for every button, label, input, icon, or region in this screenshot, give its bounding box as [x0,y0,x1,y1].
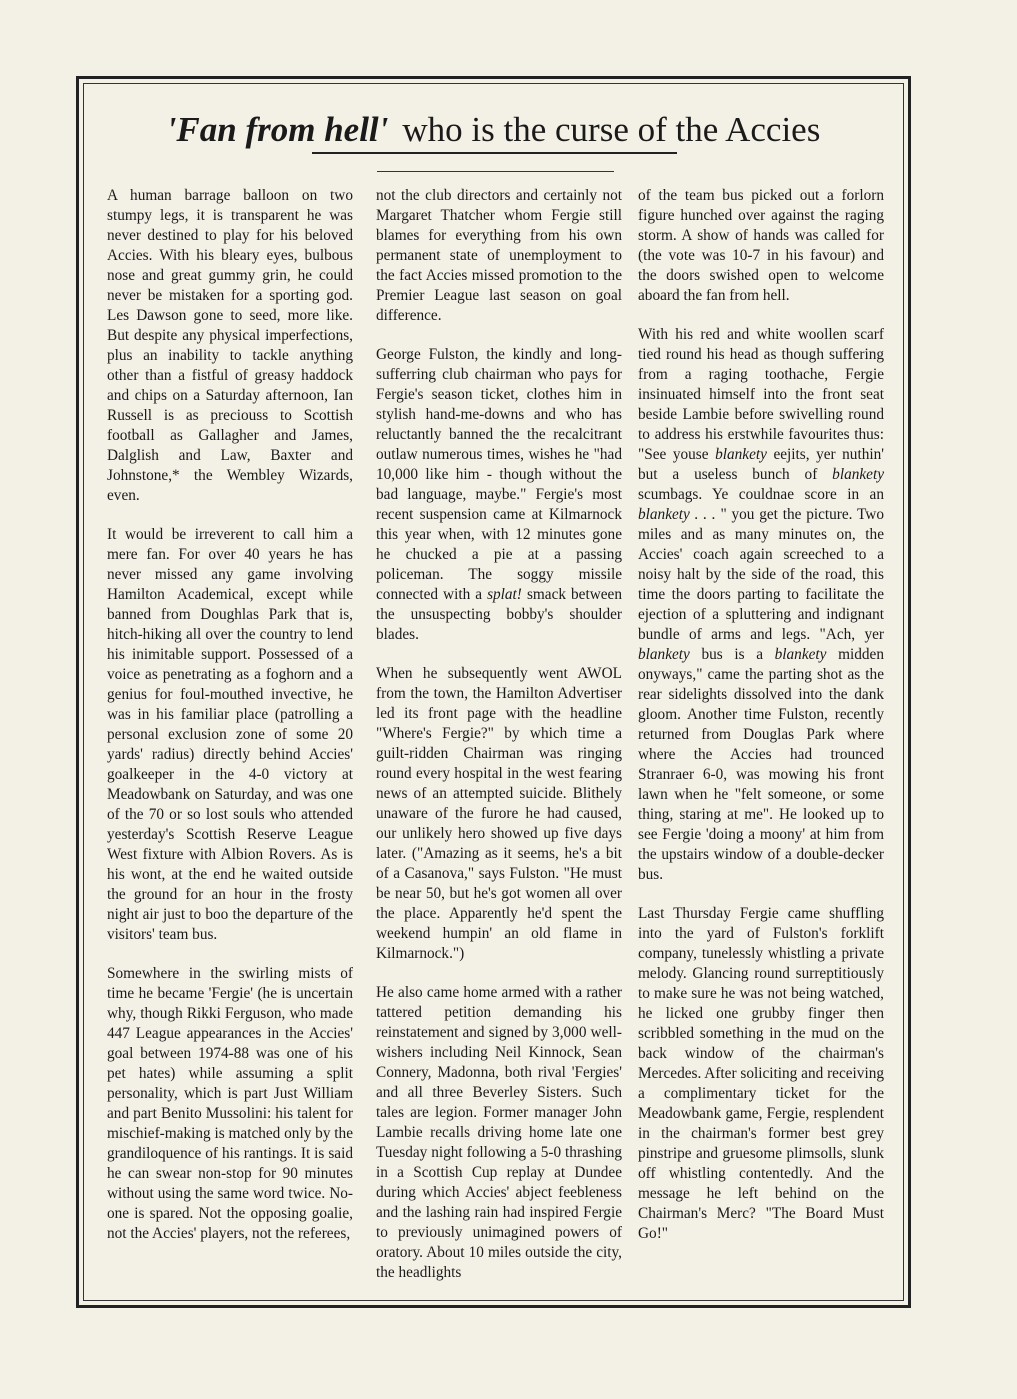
article-column-2 [376,186,622,1302]
paragraph: Somewhere in the swirling mists of time he became 'Fergie' (he is uncertain why, though Rikki Ferguson, who made 447 League appearances in the Accies' goal between 1974-88 was one of his pet hates) while assuming a split personality, which is part Just William and part Benito Mussolini: his talent for mischief-making is matched only by the grandiloquence of his rantings. It is said he can swear non-stop for 90 minutes without using the same word twice. No-one is spared. Not the opposing goalie, not the Accies' players, not the referees, [107,965,353,1242]
paragraph: George Fulston, the kindly and long-sufferring club chairman who pays for Fergie's season ticket, clothes him in stylish hand-me-downs and who has reluctantly banned the the recalcitrant outlaw numerous times, wishes he "had 10,000 like him - though without the bad language, maybe." Fergie's most recent suspension came at Kilmarnock this year when, with 12 minutes gone he chucked a pie at a passing policeman. The soggy missile connected with a splat! smack between the unsuspecting bobby's shoulder blades. [376,346,622,643]
headline-emphasis: 'Fan from hell' [166,110,389,149]
paragraph: With his red and white woollen scarf tied round his head as though suffering from a raging toothache, Fergie insinuated himself into the front seat beside Lambie before swivelling round to address his erstwhile favourites thus: "See youse blankety eejits, yer nuthin' but a useless bunch of blankety scumbags. Ye couldnae score in an blankety . . . " you get the picture. Two miles and as many minutes on, the Accies' coach again screeched to a noisy halt by the side of the road, this time the doors parting to facilitate the ejection of a spluttering and indignant bundle of arms and legs. "Ach, yer blankety bus is a blankety midden onyways," came the parting shot as the rear sidelights dissolved into the dank gloom. Another time Fulston, recently returned from Douglas Park where where the Accies had trounced Stranraer 6-0, was mowing his front lawn when he "felt someone, or some thing, staring at me". He looked up to see Fergie 'doing a moony' at him from the upstairs window of a double-decker bus. [638,326,885,883]
paragraph: He also came home armed with a rather tattered petition demanding his reinstatement and signed by 3,000 well-wishers including Neil Kinnock, Sean Connery, Madonna, both rival 'Fergies' and all three Beverley Sisters. Such tales are legion. Former manager John Lambie recalls driving home late one Tuesday night following a 5-0 thrashing in a Scottish Cup replay at Dundee during which Accies' abject feebleness and the lashing rain had inspired Fergie to previously unimagined powers of oratory. About 10 miles outside the city, the headlights [376,984,622,1281]
headline-rest: who is the curse of the Accies [402,110,821,149]
article-column-3 [638,186,884,1263]
paragraph: of the team bus picked out a forlorn figure hunched over against the raging storm. A show of hands was called for (the vote was 10-7 in his favour) and the doors swished open to welcome aboard the fan from hell. [638,187,884,304]
article-column-1 [107,186,353,1263]
paragraph: When he subsequently went AWOL from the town, the Hamilton Advertiser led its front page with the headline "Where's Fergie?" by which time a guilt-ridden Chairman was ringing round every hospital in the west fearing news of an attempted suicide. Blithely unaware of the furore he had caused, our unlikely hero showed up five days later. ("Amazing as it seems, he's a bit of a Casanova," says Fulston. "He must be near 50, but he's got women all over the place. Apparently he'd spent the weekend humpin' an old flame in Kilmarnock.") [376,665,622,962]
headline-underline [312,152,677,154]
headline-rule [377,171,614,172]
headline [83,108,904,152]
paragraph: It would be irreverent to call him a mere fan. For over 40 years he has never missed any game involving Hamilton Academical, except while banned from Doughlas Park that is, hitch-hiking all over the country to lend his inimitable support. Possessed of a voice as penetrating as a foghorn and a genius for foul-mouthed invective, he was in his familiar place (patrolling a personal exclusion zone of some 20 yards' radius) directly behind Accies' goalkeeper in the 4-0 victory at Meadowbank on Saturday, and was one of the 70 or so lost souls who attended yesterday's Scottish Reserve League West fixture with Albion Rovers. As is his wont, at the end he waited outside the ground for an hour in the frosty night air just to boo the departure of the visitors' team bus. [107,526,353,943]
paragraph: A human barrage balloon on two stumpy legs, it is transparent he was never destined to play for his beloved Accies. With his bleary eyes, bulbous nose and great gummy grin, he could never be mistaken for a sporting god. Les Dawson gone to seed, more like. But despite any physical imperfections, plus an inability to tackle anything other than a fistful of greasy haddock and chips on a Saturday afternoon, Ian Russell is as preciouss to Scottish football as Gallagher and James, Dalglish and Law, Baxter and Johnstone,* the Wembley Wizards, even. [107,187,353,504]
paragraph: not the club directors and certainly not Margaret Thatcher whom Fergie still blames for everything from his own permanent state of unemployment to the fact Accies missed promotion to the Premier League last season on goal difference. [376,187,622,324]
paragraph: Last Thursday Fergie came shuffling into the yard of Fulston's forklift company, tunelessly whistling a private melody. Glancing round surreptitiously to make sure he was not being watched, he licked one grubby finger then scribbled something in the mud on the back window of the chairman's Mercedes. After soliciting and receiving a complimentary ticket for the Meadowbank game, Fergie, resplendent in the chairman's former best grey pinstripe and gruesome plimsolls, slunk off whistling contentedly. And the message he left behind on the Chairman's Merc? "The Board Must Go!" [638,905,884,1242]
